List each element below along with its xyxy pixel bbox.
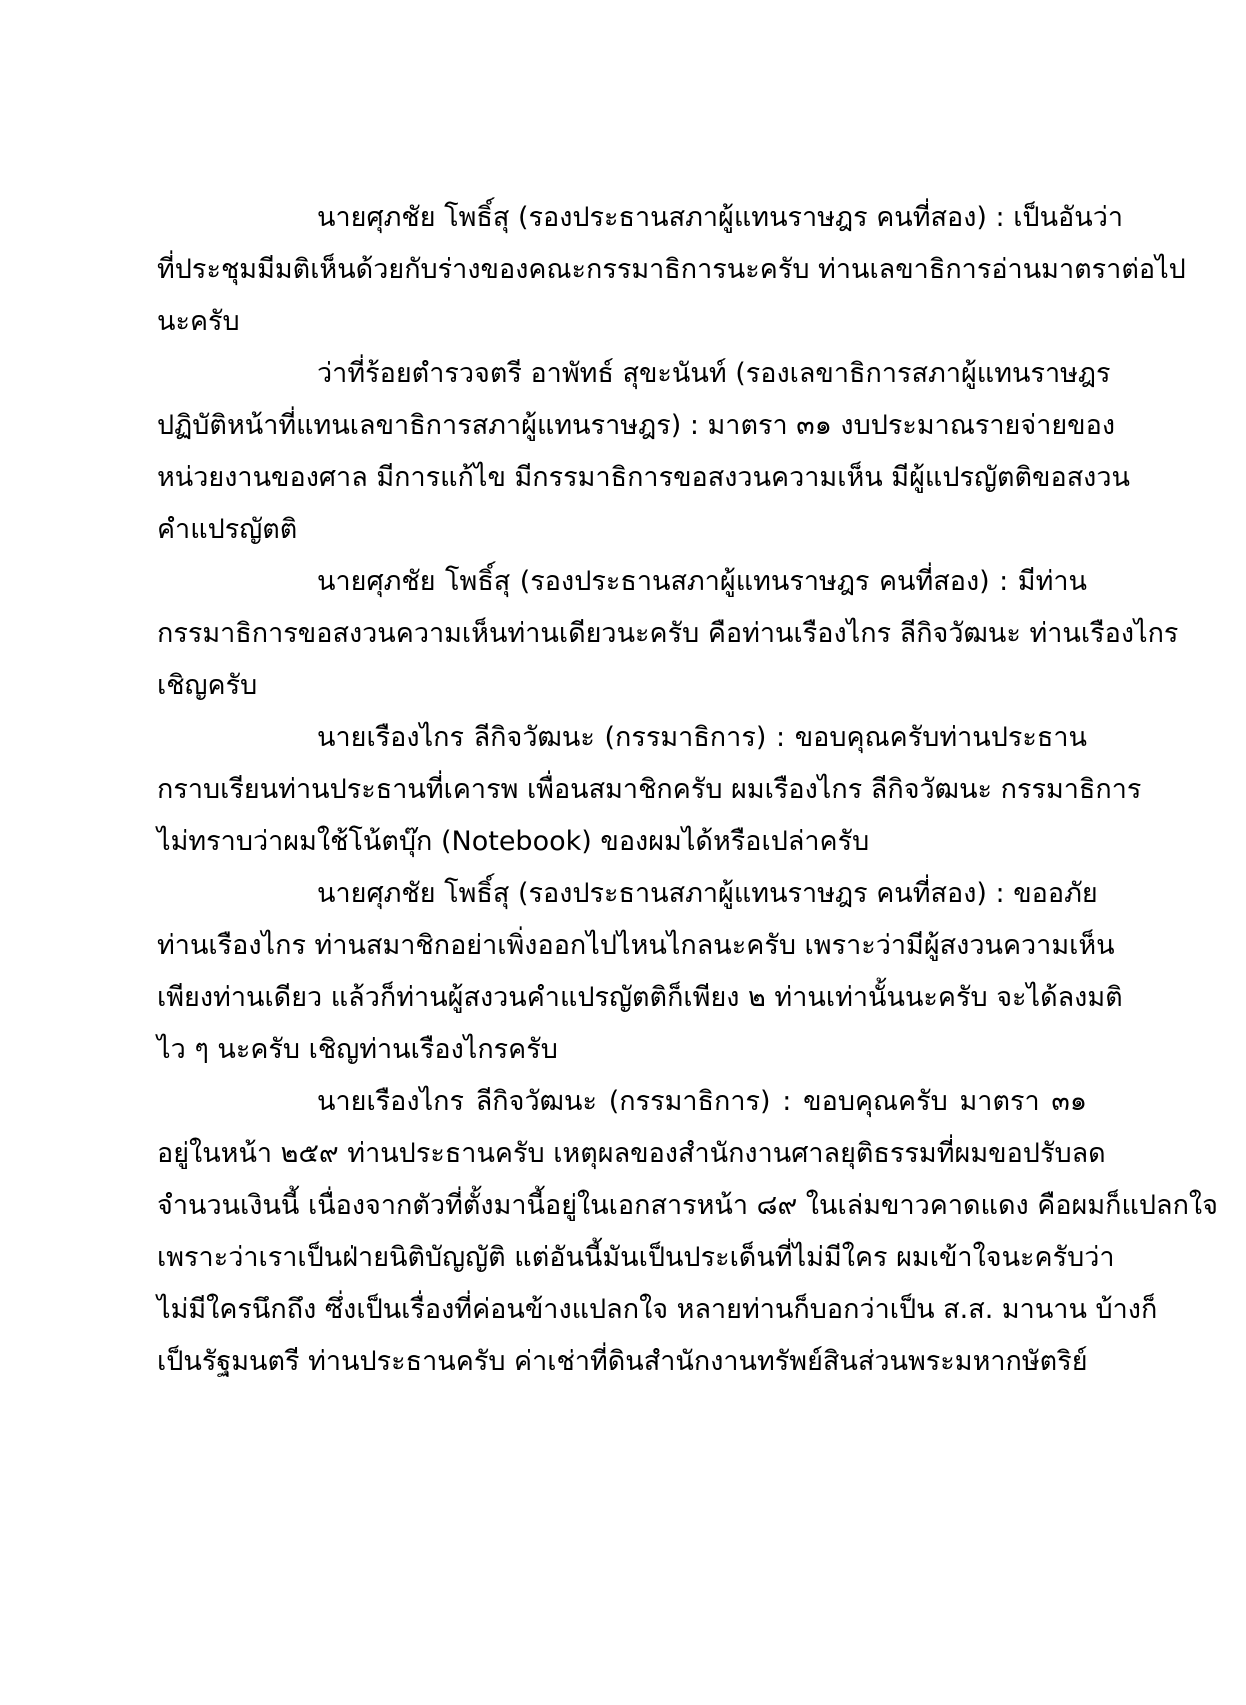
text-line: จำนวนเงินนี้ เนื่องจากตัวที่ตั้งมานี้อยู่ในเอกสารหน้า ๘๙ ในเล่มขาวคาดแดง คือผมก็แปลกใจ (157, 1190, 1218, 1221)
text-line: นายเรืองไกร ลีกิจวัฒนะ (กรรมาธิการ) : ขอบคุณครับท่านประธาน (317, 722, 1087, 753)
text-line: ปฏิบัติหน้าที่แทนเลขาธิการสภาผู้แทนราษฎร) : มาตรา ๓๑ งบประมาณรายจ่ายของ (157, 410, 1116, 441)
text-line: นายศุภชัย โพธิ์สุ (รองประธานสภาผู้แทนราษฎร คนที่สอง) : เป็นอันว่า (317, 202, 1124, 233)
text-line: ว่าที่ร้อยตำรวจตรี อาพัทธ์ สุขะนันท์ (รองเลขาธิการสภาผู้แทนราษฎร (317, 358, 1111, 389)
text-line: นายศุภชัย โพธิ์สุ (รองประธานสภาผู้แทนราษฎร คนที่สอง) : มีท่าน (317, 566, 1087, 597)
paragraph (157, 712, 1142, 868)
paragraph (157, 556, 1179, 712)
text-line: กรรมาธิการขอสงวนความเห็นท่านเดียวนะครับ คือท่านเรืองไกร ลีกิจวัฒนะ ท่านเรืองไกร (157, 618, 1179, 649)
paragraph (157, 192, 1186, 348)
text-line: อยู่ในหน้า ๒๕๙ ท่านประธานครับ เหตุผลของสำนักงานศาลยุติธรรมที่ผมขอปรับลด (157, 1138, 1106, 1169)
text-line: เพียงท่านเดียว แล้วก็ท่านผู้สงวนคำแปรญัตติก็เพียง ๒ ท่านเท่านั้นนะครับ จะได้ลงมติ (157, 982, 1123, 1013)
paragraph (157, 1076, 1218, 1388)
text-line: เป็นรัฐมนตรี ท่านประธานครับ ค่าเช่าที่ดินสำนักงานทรัพย์สินส่วนพระมหากษัตริย์ (157, 1346, 1088, 1377)
text-line: ไม่มีใครนึกถึง ซึ่งเป็นเรื่องที่ค่อนข้างแปลกใจ หลายท่านก็บอกว่าเป็น ส.ส. มานาน บ้างก็ (157, 1294, 1158, 1325)
text-line: กราบเรียนท่านประธานที่เคารพ เพื่อนสมาชิกครับ ผมเรืองไกร ลีกิจวัฒนะ กรรมาธิการ (157, 774, 1142, 805)
document-body (157, 192, 1218, 1388)
paragraph (157, 868, 1123, 1076)
text-line: หน่วยงานของศาล มีการแก้ไข มีกรรมาธิการขอสงวนความเห็น มีผู้แปรญัตติขอสงวน (157, 462, 1130, 493)
paragraph (157, 348, 1130, 556)
text-line: นายศุภชัย โพธิ์สุ (รองประธานสภาผู้แทนราษฎร คนที่สอง) : ขออภัย (317, 878, 1098, 909)
text-line: เพราะว่าเราเป็นฝ่ายนิติบัญญัติ แต่อันนี้มันเป็นประเด็นที่ไม่มีใคร ผมเข้าใจนะครับว่า (157, 1242, 1115, 1273)
text-line: เชิญครับ (157, 670, 258, 701)
text-line: ที่ประชุมมีมติเห็นด้วยกับร่างของคณะกรรมาธิการนะครับ ท่านเลขาธิการอ่านมาตราต่อไป (157, 254, 1186, 285)
text-line: นายเรืองไกร ลีกิจวัฒนะ (กรรมาธิการ) : ขอบคุณครับ มาตรา ๓๑ (317, 1086, 1087, 1117)
text-line: ไม่ทราบว่าผมใช้โน้ตบุ๊ก (Notebook) ของผมได้หรือเปล่าครับ (157, 826, 870, 857)
text-line: ไว ๆ นะครับ เชิญท่านเรืองไกรครับ (157, 1034, 558, 1065)
text-line: ท่านเรืองไกร ท่านสมาชิกอย่าเพิ่งออกไปไหนไกลนะครับ เพราะว่ามีผู้สงวนความเห็น (157, 930, 1115, 961)
text-line: นะครับ (157, 306, 240, 337)
text-line: คำแปรญัตติ (157, 514, 298, 545)
